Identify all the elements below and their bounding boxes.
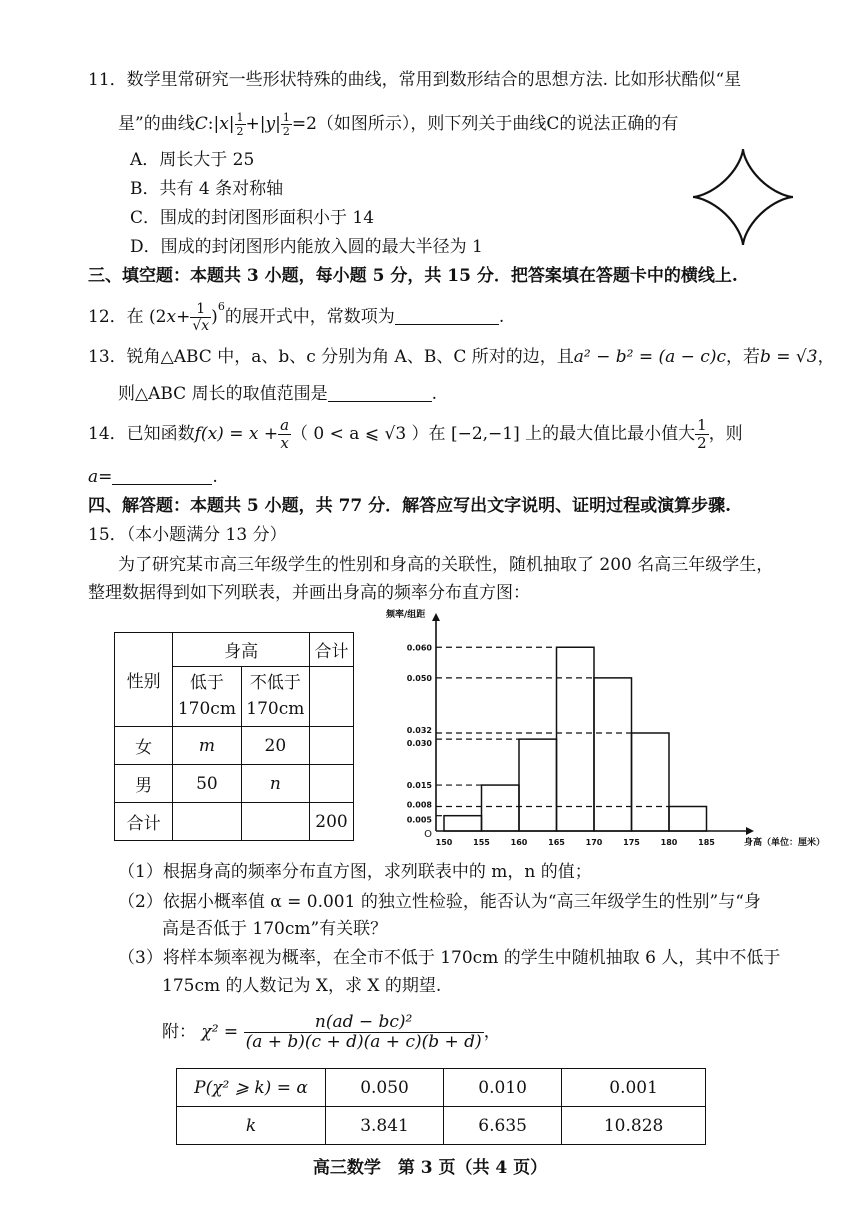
y-tick-label: 0.050 <box>406 673 432 683</box>
x-tick-label: 165 <box>548 838 565 847</box>
q13-line2: 则△ABC 周长的取值范围是 . <box>118 384 437 404</box>
q15-sub-3a: （3）将样本频率视为概率，在全市不低于 170cm 的学生中随机抽取 6 人，其中不低于 <box>118 948 781 968</box>
x-axis-arrow <box>746 827 754 835</box>
astroid-figure <box>688 145 798 255</box>
q12: 12．在 (2x+ $\frac{1}{√x}$ )$^6$的展开式中，常数项为 . <box>88 300 505 334</box>
header-total: 合计 <box>310 633 354 667</box>
q11-line2-pre: 星”的曲线 <box>118 114 195 134</box>
q11-line1: 11．数学里常研究一些形状特殊的曲线，常用到数形结合的思想方法. 比如形状酷似“星 <box>88 70 742 90</box>
table-row: k 3.841 6.635 10.828 <box>177 1107 706 1145</box>
q15-sub-3b: 175cm 的人数记为 X，求 X 的期望. <box>162 976 442 996</box>
section-4-heading: 四、解答题：本题共 5 小题，共 77 分．解答应写出文字说明、证明过程或演算步骤. <box>88 496 732 516</box>
x-tick-label: 180 <box>660 838 678 847</box>
q15-sub-2b: 高是否低于 170cm”有关联？ <box>162 919 388 939</box>
header-height: 身高 <box>173 633 310 667</box>
histogram-bar <box>632 733 670 831</box>
q11-line2: 星”的曲线C:|x| $\frac{1}{2}$ +|y| $\frac{1}{2}$ =2（如图所示），则下列关于曲线C的说法正确的有 <box>118 111 679 138</box>
q12-pre: 12．在 <box>88 307 144 327</box>
q14-answer-blank[interactable] <box>112 466 212 485</box>
x-tick-label: 175 <box>623 838 640 847</box>
x-tick-label: 170 <box>585 838 603 847</box>
y-axis-label: 频率/组距 <box>386 610 426 620</box>
y-axis-arrow <box>432 613 440 621</box>
y-tick-label: 0.005 <box>406 815 432 825</box>
q14-condition: （ 0 < a ⩽ √3 ）在 [−2,−1] 上的最大值比最小值大 <box>291 424 696 444</box>
q14-line2: a= . <box>88 467 218 487</box>
critical-value-table <box>176 1068 706 1145</box>
q15-intro-2: 整理数据得到如下列联表，并画出身高的频率分布直方图： <box>88 583 530 603</box>
header-not-below-170: 不低于 170cm <box>241 667 309 727</box>
histogram-bar <box>557 647 595 831</box>
histogram-bar <box>482 785 520 831</box>
table-row: 男 50 n <box>115 765 354 803</box>
histogram-bar <box>669 807 707 832</box>
q15-title: 15．（本小题满分 13 分） <box>88 525 287 545</box>
x-tick-label: 155 <box>473 838 490 847</box>
chi-square-formula: 附： χ² = $\frac{\text{n(ad − bc)²}}{(a + b)(c + d)(a + c)(b + d)}$ ， <box>162 1012 501 1052</box>
q11-option-d: D．围成的封闭图形内能放入圆的最大半径为 1 <box>130 237 483 257</box>
histogram-bar <box>519 739 557 831</box>
table-row: P(χ² ⩾ k) = α 0.050 0.010 0.001 <box>177 1069 706 1107</box>
histogram-bar <box>594 678 632 831</box>
section-3-heading: 三、填空题：本题共 3 小题，每小题 5 分，共 15 分．把答案填在答题卡中的横线上. <box>88 266 738 286</box>
header-total-blank <box>310 667 354 727</box>
q15-intro-1: 为了研究某市高三年级学生的性别和身高的关联性，随机抽取了 200 名高三年级学生， <box>118 555 774 575</box>
height-histogram <box>380 605 826 855</box>
q13-answer-blank[interactable] <box>328 383 432 402</box>
q11-line2-post: （如图所示），则下列关于曲线C的说法正确的有 <box>316 114 679 134</box>
y-tick-label: 0.008 <box>406 800 432 810</box>
y-tick-label: 0.030 <box>406 739 432 749</box>
q11-option-c: C．围成的封闭图形面积小于 14 <box>130 208 375 228</box>
q11-curve-name: C <box>194 114 208 134</box>
header-below-170: 低于 170cm <box>173 667 241 727</box>
contingency-table <box>114 632 354 841</box>
q15-sub-1: （1）根据身高的频率分布直方图，求列联表中的 m，n 的值； <box>118 862 592 882</box>
x-tick-label: 160 <box>510 838 528 847</box>
q14-line1: 14．已知函数f(x) = x + $\frac{a}{x}$ （ 0 < a ⩽ √3 ）在 [−2,−1] 上的最大值比最小值大 $\frac{1}{2}$ ，则 <box>88 416 743 452</box>
x-tick-label: 185 <box>698 838 715 847</box>
q13-equation: a² − b² = (a − c)c <box>573 347 726 367</box>
x-axis-label: 身高（单位：厘米） <box>744 838 826 848</box>
page-footer: 高三数学 第 3 页（共 4 页） <box>312 1158 548 1178</box>
q15-sub-2a: （2）依据小概率值 α = 0.001 的独立性检验，能否认为“高三年级学生的性别”与“身 <box>118 892 761 912</box>
y-tick-label: 0.060 <box>406 643 432 653</box>
table-row: 合计 200 <box>115 803 354 841</box>
header-gender: 性别 <box>115 633 173 727</box>
q12-post: 的展开式中，常数项为 <box>224 307 395 327</box>
q11-option-a: A．周长大于 25 <box>130 150 255 170</box>
origin-label: O <box>424 829 432 840</box>
table-row: 女 m 20 <box>115 727 354 765</box>
q12-expression: (2x+ $\frac{1}{√x}$ )$^6$ <box>149 300 225 334</box>
q13-condition: b = √3 <box>759 347 818 367</box>
q11-option-b: B．共有 4 条对称轴 <box>130 179 284 199</box>
x-tick-label: 150 <box>435 838 453 847</box>
y-tick-label: 0.032 <box>406 726 432 735</box>
y-tick-label: 0.015 <box>406 781 432 791</box>
q12-answer-blank[interactable] <box>395 306 499 325</box>
q13-line1: 13．锐角△ABC 中，a、b、c 分别为角 A、B、C 所对的边，且a² − b² = (a − c)c，若b = √3， <box>88 347 835 367</box>
histogram-bar <box>444 816 482 831</box>
q14-function: f(x) = x + <box>194 424 279 444</box>
